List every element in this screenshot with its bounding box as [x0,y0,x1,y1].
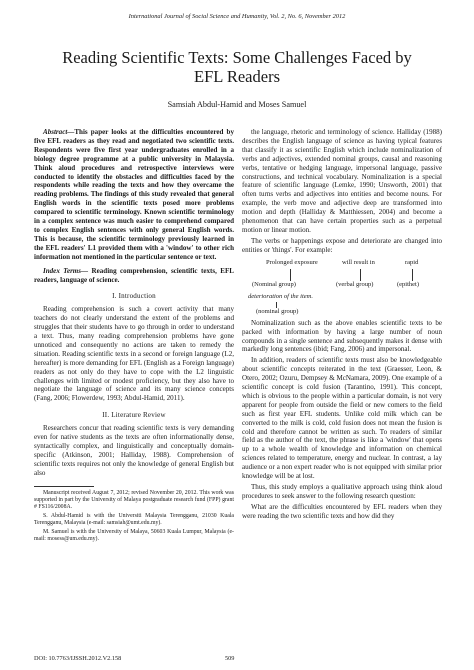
diagram-connector [290,269,291,281]
introduction-paragraph: Reading comprehension is such a covert activity that many teachers do not clearly understand the extent of the problems and struggles that their students have to go through in order to understand a text. Thus, many reading comprehension problems have gone unnoticed and consequently no actions are taken to remedy the situation. Reading scientific texts in a second or foreign language (L2, hereafter) is more demanding for EFL (English as a Foreign language) readers as not only do they have to cope with the L2 linguistic challenges with limited or modest proficiency, but they also have to negotiate the language of science and its many science concepts (Fang, 2006; Flowerdew, 1993; Abdul-Hamid, 2011). [34,305,234,403]
nominalization-diagram [242,259,442,315]
doi: DOI: 10.7763/IJSSH.2012.V2.158 [34,655,122,662]
diagram-group-label: (Nominal group) [252,280,296,288]
paper-authors: Samsiah Abdul-Hamid and Moses Samuel [167,100,307,109]
diagram-connector [360,269,361,281]
section-heading-introduction: I. Introduction [112,292,156,301]
diagram-group-label: (epithet) [397,280,420,288]
diagram-word: Prolonged exposure [266,258,318,266]
diagram-word: rapid [405,258,419,266]
right-column [242,128,442,523]
diagram-group-label: (nominal group) [256,307,299,315]
abstract-text: This paper looks at the difficulties encountered by five EFL readers as they read and negotiated two scientific texts. Respondents were five first year undergraduates enrolled in a biology degree programme at a public university in Malaysia. Think aloud procedures and retrospective interviews were conducted to identify the obstacles and difficulties faced by the respondents while reading the texts and how they overcame the reading problems. The findings of this study revealed that general English words in the scientific texts posed more problems compared to scientific terminology. Known scientific terminology in a complex sentence was much easier to comprehend compared to complex English sentences with only general English words. This is because, the scientific terminology previously learned in the EFL readers' L1 provided them with a 'window' to other rich information not mentioned in the particular sentence or text. [34,128,234,261]
journal-header: International Journal of Social Science and Humanity, Vol. 2, No. 6, November 2012 [128,13,346,20]
footnote-divider [34,486,94,487]
left-column [34,128,234,545]
diagram-word: will result in [342,258,375,266]
index-terms-label: Index Terms— [43,266,89,275]
body-paragraph: Nominalization such as the above enables scientific texts to be packed with information by having a large number of noun compounds in a single sentence and subsequently makes it dense with markedly long sentences (ibid; Fang, 2006) and impersonal. [242,318,442,354]
diagram-connector [412,269,413,281]
section-heading-literature-review: II. Literature Review [102,411,166,420]
page-number: 509 [225,655,235,662]
body-paragraph: In addition, readers of scientific texts must also be knowledgeable about scientific concepts reiterated in the text (Graesser, Leon, & Otero, 2002; Ozuru, Dempsey & McNamara, 2009). One example of a scientific concept is cold fusion (Tarantino, 1991). This concept, which is obvious to the people within a particular domain, is not very apparent for people from outside the field or new comers to the field such as first year EFL students. Unlike cold milk which can be converted to the milk is cold, cold fusion does not mean the fusion is cold and therefore cannot be written as such. To readers of similar field as the author of the text, the phrase is like a 'window' that opens up to a whole wealth of knowledge and information on chemical sciences related to temperature, energy and nuclear. In contrast, a lay audience or a non expert reader who is not equipped with similar prior knowledge will be at lost. [242,356,442,481]
index-terms-text: Reading comprehension, scientific texts, EFL readers, language of science. [34,266,234,284]
index-terms [34,267,234,285]
footnote-author-2: M. Samuel is with the University of Malaya, 50603 Kuala Lumpur, Malaysia (e-mail: mosess@um.edu.my). [34,528,234,542]
diagram-phrase: deterioration of the item. [248,292,313,300]
paper-title: Reading Scientific Texts: Some Challenges Faced by EFL Readers [62,48,412,86]
diagram-group-label: (verbal group) [336,280,374,288]
body-paragraph: the language, rhetoric and terminology of science. Halliday (1988) describes the English language of science as having typical features that classify it as scientific English which include nominalization of verbs and adjectives, extended nominal groups, causal and reasoning verbs, tentative or hedging language, impersonal language, passive constructions, and technical vocabulary. Nominalization is a special feature of scientific language (Lemke, 1990; Unsworth, 2001) that often turns verbs and adjectives into entities and become nouns. For example, the verb move and adjective deep are transformed into motion and depth (Halliday & Matthiessen, 2004) and become a phenomenon that can have certain properties such as a perpetual motion or linear motion. [242,128,442,234]
footnote-author-1: S. Abdul-Hamid is with the Universiti Malaysia Terengganu, 21030 Kuala Terengganu, Malaysia (e-mail: samsiah@umt.edu.my). [34,512,234,526]
abstract-label: Abstract— [43,128,75,136]
literature-review-paragraph: Researchers concur that reading scientific texts is very demanding even for native students as the texts are often informationally dense, syntactically complex, and linguistically and conceptually domain-specific (Atkinson, 2001; Halliday, 1988). Comprehension of scientific texts requires not only the knowledge of general English but also [34,424,234,477]
body-paragraph: Thus, this study employs a qualitative approach using think aloud procedures to seek answer to the following research question: [242,483,442,500]
body-paragraph: What are the difficulties encountered by EFL readers when they were reading the two scientific texts and how did they [242,502,442,520]
footnote-manuscript: Manuscript received August 7, 2012; revised November 20, 2012. This work was supported in part by the University of Malaya postgraduate research fund (FPP) grant # FS116/2008A. [34,489,234,510]
body-paragraph: The verbs or happenings expose and deteriorate are changed into entities or 'things'. For example: [242,236,442,254]
abstract [34,128,234,262]
